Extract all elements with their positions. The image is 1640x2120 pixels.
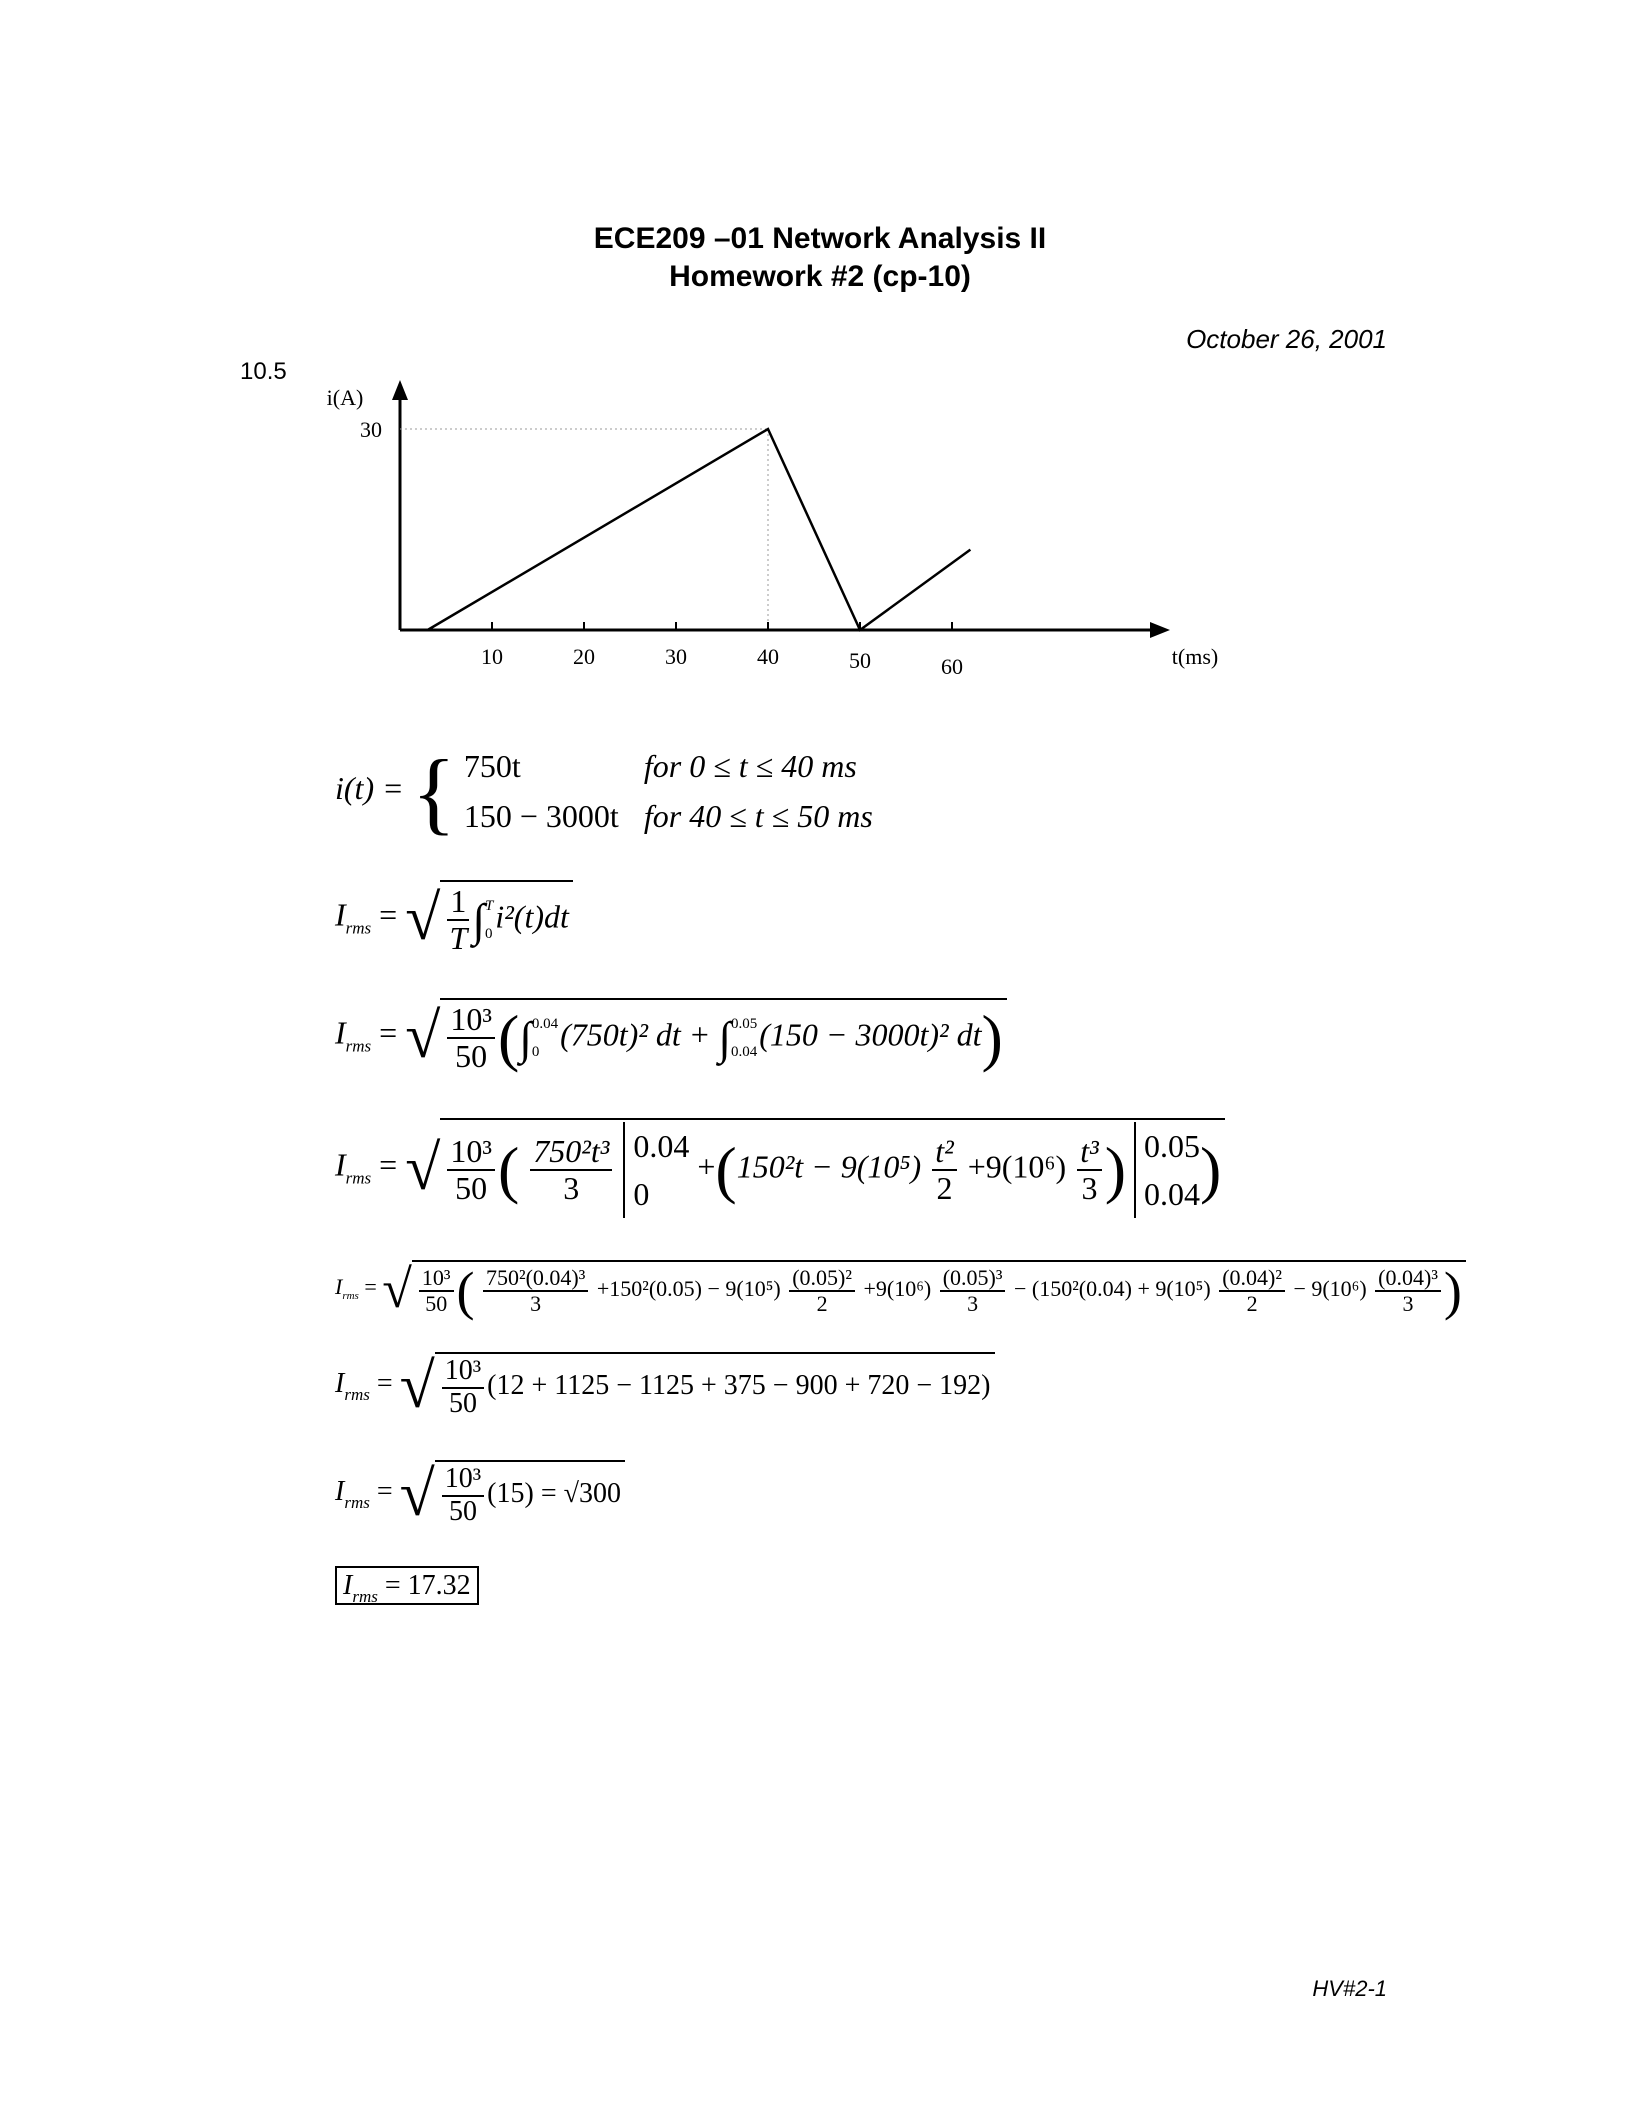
plus-sign: + bbox=[697, 1148, 716, 1185]
title-line-1: ECE209 –01 Network Analysis II bbox=[593, 222, 1047, 255]
irms-subscript: rms bbox=[345, 918, 372, 938]
irms-subscript: rms bbox=[345, 1168, 372, 1188]
radical-symbol: √ bbox=[399, 1349, 435, 1421]
integral-symbol: ∫ bbox=[472, 894, 485, 946]
subst-mid4: − 9(10⁶) bbox=[1293, 1276, 1367, 1302]
irms-symbol: I bbox=[343, 1570, 353, 1601]
t-cubed: t³ bbox=[1080, 1132, 1099, 1169]
lower-limit: 0 bbox=[531, 1044, 540, 1061]
irms-subscript: rms bbox=[342, 1290, 359, 1303]
denominator-three: 3 bbox=[1081, 1170, 1098, 1206]
rms-substitution: $I_{rms}$ = √ $\frac{\text{10³}}{50}$ ( $\frac{\text{750²(0.04)³}}{3}$ +150²(0.05) − 9(10⁵) $\frac{\text{(0.05)²}}{2}$ +9(10⁶) $\frac{\text{(0.05)³}}{3}$ − (150²(0.04) + 9(10⁵) $\frac{\text{(0.04)²}}{2}$ − 9(10⁶) $\frac{\text{(0.04)³}}{3}$ ) bbox=[335, 1260, 1466, 1318]
eval-upper: 0.04 bbox=[633, 1128, 690, 1164]
denominator-two: 2 bbox=[816, 1291, 828, 1316]
radical-symbol: √ bbox=[382, 1259, 412, 1319]
subst-f4-numerator: (0.04)³ bbox=[1375, 1266, 1441, 1292]
eval-lower: 0.04 bbox=[1144, 1176, 1200, 1212]
y-axis-arrow-icon bbox=[392, 380, 408, 400]
antiderivative-b-part2: +9(10⁶) bbox=[967, 1148, 1067, 1185]
irms-subscript: rms bbox=[344, 1385, 370, 1405]
case1-expr: 750t bbox=[463, 748, 521, 784]
eval-lower: 0 bbox=[633, 1176, 650, 1212]
subst-mid2: +9(10⁶) bbox=[863, 1276, 932, 1302]
denominator-two: 2 bbox=[1246, 1291, 1258, 1316]
coefficient-denominator: 50 bbox=[448, 1495, 477, 1527]
problem-number: 10.5 bbox=[240, 358, 287, 385]
subst-f1-numerator: (0.05)² bbox=[789, 1266, 855, 1292]
case2-expr: 150 − 3000t bbox=[463, 797, 619, 834]
coefficient-numerator: 10³ bbox=[442, 1356, 484, 1389]
x-axis-arrow-icon bbox=[1150, 622, 1170, 638]
current-waveform-chart bbox=[310, 360, 1230, 690]
rms-integral: $I_{rms}$ = √ $\frac{\text{10³}}{50}$ (∫0.04 0 (750t)² dt + ∫0.05 0.04(150 − 3000t)² dt) bbox=[335, 998, 1007, 1074]
x-tick-label-40: 40 bbox=[757, 644, 779, 669]
answer-box bbox=[335, 1570, 479, 1607]
upper-limit: T bbox=[484, 897, 494, 914]
irms-symbol: I bbox=[335, 896, 346, 933]
subst-f2-numerator: (0.05)³ bbox=[940, 1266, 1006, 1292]
lower-limit: 0 bbox=[484, 926, 493, 943]
subst-mid1: +150²(0.05) − 9(10⁵) bbox=[596, 1276, 781, 1302]
irms-subscript: rms bbox=[344, 1493, 370, 1513]
coefficient-numerator: 10³ bbox=[442, 1464, 484, 1497]
rms-sum bbox=[335, 1349, 995, 1421]
equals-sign: = bbox=[376, 1476, 393, 1508]
piecewise-equation bbox=[335, 742, 873, 841]
x-tick-label-10: 10 bbox=[481, 644, 503, 669]
integral-symbol: ∫ bbox=[718, 1012, 731, 1064]
rms-final bbox=[335, 1457, 625, 1529]
answer-value: = 17.32 bbox=[384, 1570, 471, 1601]
integral-symbol: ∫ bbox=[519, 1012, 532, 1064]
coefficient-numerator: 10³ bbox=[447, 1134, 495, 1171]
upper-limit: 0.05 bbox=[731, 1015, 758, 1032]
subst-f3-numerator: (0.04)² bbox=[1219, 1266, 1285, 1292]
coefficient-denominator: 50 bbox=[455, 1038, 488, 1075]
series-line-0 bbox=[428, 429, 971, 630]
x-axis-label: t(ms) bbox=[1171, 644, 1219, 669]
coefficient-denominator: 50 bbox=[448, 1387, 477, 1419]
date: October 26, 2001 bbox=[1186, 324, 1387, 354]
eval-upper: 0.05 bbox=[1144, 1128, 1200, 1164]
case2-cond: for 40 ≤ t ≤ 50 ms bbox=[643, 797, 873, 834]
irms-symbol: I bbox=[335, 1476, 345, 1508]
x-tick-label-20: 20 bbox=[573, 644, 595, 669]
left-brace-symbol: { bbox=[411, 740, 456, 843]
radical-symbol: √ bbox=[405, 1132, 441, 1203]
irms-symbol: I bbox=[335, 1274, 343, 1300]
x-tick-label-30: 30 bbox=[665, 644, 687, 669]
denominator-three: 3 bbox=[967, 1291, 979, 1316]
integrand-a: (750t)² dt + bbox=[560, 1016, 711, 1053]
subst-mid3: − (150²(0.04) + 9(10⁵) bbox=[1013, 1276, 1211, 1302]
radical-symbol: √ bbox=[405, 882, 441, 954]
upper-limit: 0.04 bbox=[531, 1015, 559, 1032]
denominator-two: 2 bbox=[936, 1170, 953, 1206]
equals-sign: = bbox=[379, 1146, 398, 1183]
equals-sign: = bbox=[379, 1014, 398, 1051]
coefficient-numerator: 10³ bbox=[447, 1002, 495, 1039]
y-tick-label-30: 30 bbox=[360, 417, 382, 442]
equals-sign: = bbox=[379, 896, 398, 933]
fraction-denominator: T bbox=[449, 920, 468, 957]
coefficient-numerator: 10³ bbox=[419, 1266, 454, 1292]
integrand-b: (150 − 3000t)² dt bbox=[759, 1016, 982, 1053]
integrand: i²(t)dt bbox=[495, 898, 569, 935]
antiderivative-b-part1: 150²t − 9(10⁵) bbox=[736, 1148, 922, 1185]
irms-subscript: rms bbox=[345, 1036, 372, 1056]
x-tick-label-50: 50 bbox=[849, 648, 871, 673]
equals-sign: = bbox=[376, 1368, 393, 1400]
rms-definition bbox=[335, 880, 573, 956]
y-axis-label: i(A) bbox=[326, 385, 364, 410]
equals-sign: = bbox=[364, 1274, 377, 1300]
coefficient-denominator: 50 bbox=[455, 1170, 488, 1206]
radical-symbol: √ bbox=[399, 1457, 435, 1529]
antiderivative-a-denominator: 3 bbox=[563, 1170, 580, 1206]
page-footer: HV#2-1 bbox=[1312, 1976, 1387, 2001]
title-line-2: Homework #2 (cp-10) bbox=[669, 260, 971, 293]
x-tick-label-60: 60 bbox=[941, 654, 963, 679]
denominator-three: 3 bbox=[1402, 1291, 1414, 1316]
irms-symbol: I bbox=[335, 1146, 346, 1183]
rms-antiderivative: $I_{rms}$ = √ $\frac{\text{10³}}{50}$ ( $\frac{\text{750²t³}}{3}$ 0.04 0 +(150²t − 9(10⁵) $\frac{\text{t²}}{2}$ +9(10⁶) $\frac{\text{t³}}{3}$ ) 0.05 0.04) bbox=[335, 1118, 1225, 1218]
sum-expression: (12 + 1125 − 1125 + 375 − 900 + 720 − 192) bbox=[487, 1370, 991, 1402]
antiderivative-a-numerator: 750²t³ bbox=[533, 1132, 610, 1169]
irms-subscript: rms bbox=[352, 1587, 378, 1606]
final-value: (15) = √300 bbox=[487, 1478, 621, 1510]
irms-symbol: I bbox=[335, 1014, 346, 1051]
denominator-three: 3 bbox=[530, 1291, 542, 1316]
radical-symbol: √ bbox=[405, 1000, 441, 1072]
piecewise-lhs: i(t) = bbox=[335, 769, 404, 806]
subst-a-numerator: 750²(0.04)³ bbox=[483, 1266, 588, 1292]
t-squared: t² bbox=[935, 1132, 954, 1169]
irms-symbol: I bbox=[335, 1368, 345, 1400]
case1-cond: for 0 ≤ t ≤ 40 ms bbox=[643, 748, 857, 784]
fraction-numerator: 1 bbox=[447, 884, 469, 921]
lower-limit: 0.04 bbox=[731, 1044, 758, 1061]
coefficient-denominator: 50 bbox=[425, 1291, 448, 1316]
